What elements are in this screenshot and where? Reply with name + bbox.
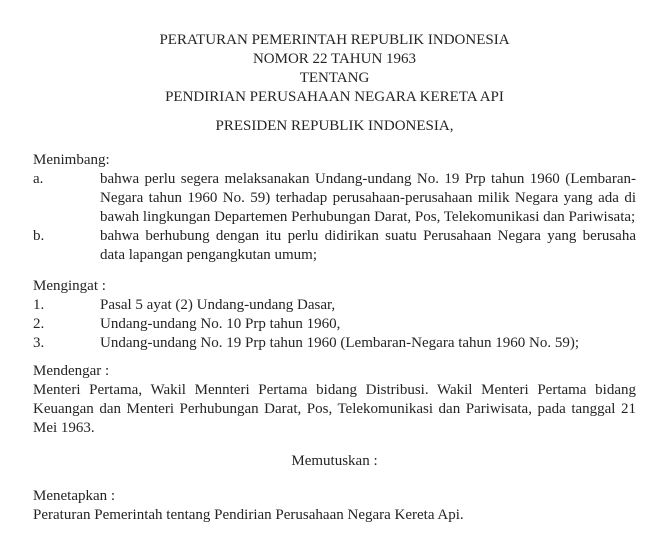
mengingat-list [33,296,636,353]
list-item [33,227,636,265]
mendengar-label: Mendengar : [33,363,110,379]
issuer-line: PRESIDEN REPUBLIK INDONESIA, [215,118,454,134]
mengingat-label: Mengingat : [33,278,106,294]
list-item-marker: a. [33,171,44,187]
list-item [33,334,636,353]
menimbang-list [33,170,636,265]
memutuskan-heading: Memutuskan : [291,453,378,469]
menetapkan-label: Menetapkan : [33,488,116,504]
list-item-text: Pasal 5 ayat (2) Undang-undang Dasar, [100,297,336,313]
list-item-marker: 3. [33,335,45,351]
mendengar-paragraph: Menteri Pertama, Wakil Mennteri Pertama bidang Distribusi. Wakil Menteri Pertama bidang Keuangan dan Menteri Perhubungan Darat, Pos, Telekomunikasi dan Pariwisata, pada tanggal 21 Mei 1963. [33,382,636,436]
list-item-text: bahwa berhubung dengan itu perlu didirikan suatu Perusahaan Negara yang berusaha data lapangan pengangkutan umum; [100,228,636,263]
title-line-4: PENDIRIAN PERUSAHAAN NEGARA KERETA API [165,89,504,105]
menetapkan-paragraph: Peraturan Pemerintah tentang Pendirian Perusahaan Negara Kereta Api. [33,507,464,523]
list-item [33,296,636,315]
list-item [33,170,636,227]
title-line-1: PERATURAN PEMERINTAH REPUBLIK INDONESIA [159,32,510,48]
list-item [33,315,636,334]
list-item-marker: b. [33,228,45,244]
menimbang-label: Menimbang: [33,152,110,168]
list-item-marker: 1. [33,297,45,313]
list-item-text: Undang-undang No. 10 Prp tahun 1960, [100,316,341,332]
list-item-text: bahwa perlu segera melaksanakan Undang-undang No. 19 Prp tahun 1960 (Lembaran-Negara tahun 1960 No. 59) terhadap perusahaan-perusahaan milik Negara yang ada di bawah lingkungan Departemen Perhubungan Darat, Pos, Telekomunikasi dan Pariwisata; [100,171,636,225]
list-item-text: Undang-undang No. 19 Prp tahun 1960 (Lembaran-Negara tahun 1960 No. 59); [100,335,580,351]
document-title [33,31,636,107]
title-line-3: TENTANG [299,70,370,86]
list-item-marker: 2. [33,316,45,332]
title-line-2: NOMOR 22 TAHUN 1963 [252,51,417,67]
